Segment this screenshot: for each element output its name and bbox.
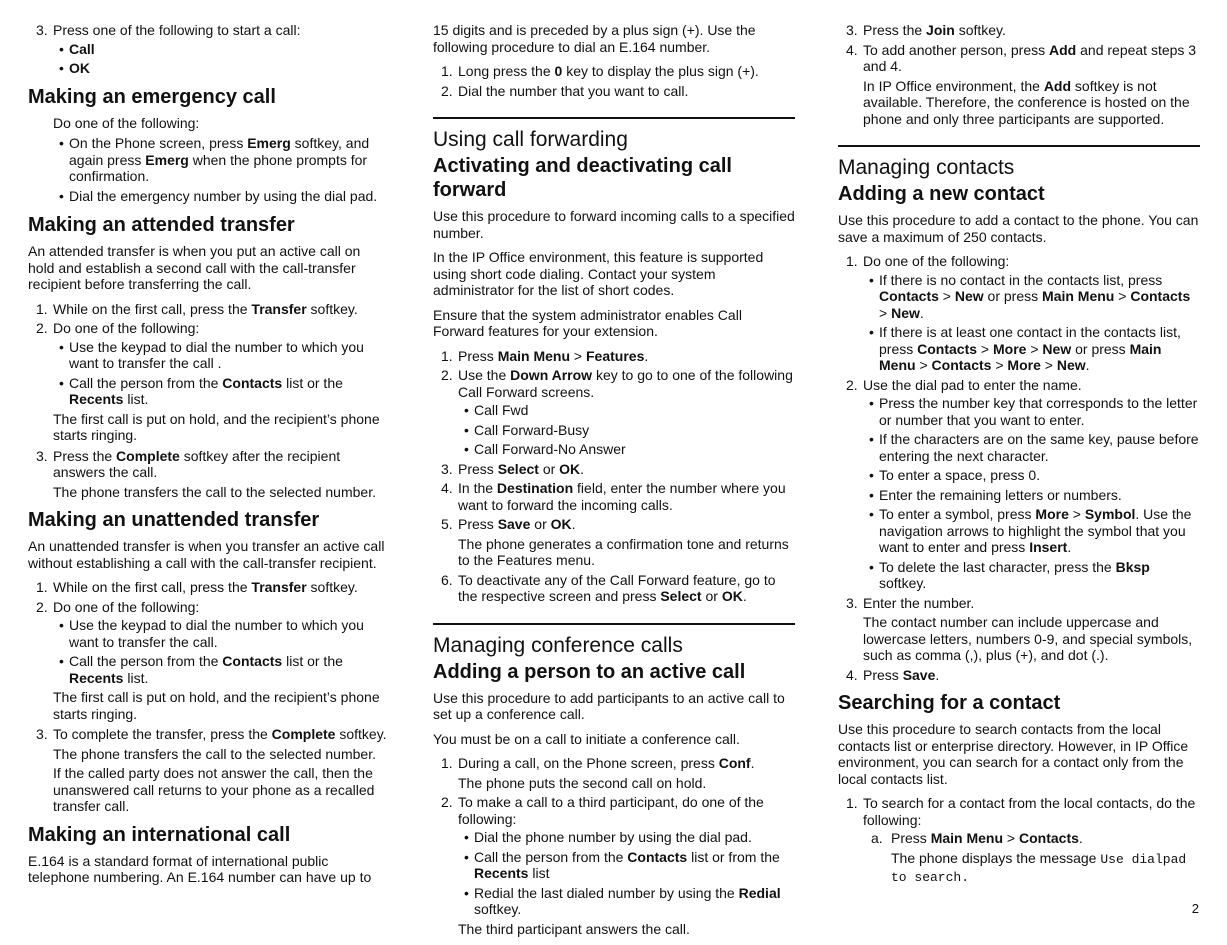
paragraph: E.164 is a standard format of international public telephone numbering. An E.164 number can have up to — [28, 852, 372, 885]
list-item: 1. Do one of the following: • If there is no contact in the contacts list, press Contacts > New or press Main Menu > Contacts > New. • If there is at least one contact in the contacts list, press Contacts > More > New or press Main Menu > Contacts > More > New. — [838, 253, 1200, 374]
paragraph: Use this procedure to forward incoming calls to a specified number. — [433, 208, 795, 241]
paragraph: Use this procedure to add a contact to the phone. You can save a maximum of 250 contacts. — [838, 212, 1199, 245]
list-item: • Call Forward-No Answer — [464, 441, 795, 458]
heading-emergency: Making an emergency call — [28, 85, 276, 108]
list-item: • Use the keypad to dial the number to which you want to transfer the call. — [59, 617, 390, 650]
list-item: 6. To deactivate any of the Call Forward feature, go to the respective screen and press Select or OK. — [441, 571, 776, 604]
list-item: • Dial the phone number by using the dial pad. — [464, 829, 795, 846]
section-conference-calls: Managing conference calls — [433, 623, 795, 658]
paragraph: Use this procedure to add participants to an active call to set up a conference call. — [433, 689, 785, 722]
list-item: • Use the keypad to dial the number to which you want to transfer the call . — [59, 339, 390, 372]
list-item: 1. While on the first call, press the Transfer softkey. — [36, 579, 358, 595]
list-item: • Dial the emergency number by using the dial pad. — [59, 188, 390, 205]
list-item: 1. Long press the 0 key to display the plus sign (+). — [441, 63, 759, 79]
list-item: 3. Enter the number. The contact number can include uppercase and lowercase letters, numbers 0-9, and special symbols, such as comma (,), plus (+), and dot (.). — [846, 594, 1193, 663]
list-item: • Call Forward-Busy — [464, 422, 795, 439]
add-contact-steps — [838, 253, 1200, 683]
list-item: 2. Do one of the following: • Use the keypad to dial the number to which you want to transfer the call . • Call the person from the Contacts list or the Recents list. The first call is put on hold, and the recipient’s phone starts ringing. — [28, 320, 390, 444]
heading-unattended-transfer: Making an unattended transfer — [28, 509, 320, 531]
section-call-forwarding: Using call forwarding — [433, 117, 795, 152]
list-item: • Call the person from the Contacts list or the Recents list. — [59, 375, 390, 408]
international-steps — [433, 63, 795, 99]
heading-search-contact: Searching for a contact — [838, 692, 1061, 714]
emergency-body: Do one of the following: • On the Phone screen, press Emerg softkey, and again press Emerg when the phone prompts for confirmation. • Dial the emergency number by using the dial pad. — [28, 115, 390, 205]
code-text: Use dialpad to search. — [891, 851, 1187, 885]
list-item: 4. To add another person, press Add and repeat steps 3 and 4. In IP Office environment, the Add softkey is not available. Therefore, the conference is hosted on the phone and only three participants are supported. — [846, 41, 1197, 127]
list-item: • Call the person from the Contacts list or from the Recents list — [464, 849, 795, 882]
call-steps — [28, 22, 390, 77]
list-item: 3. Press Select or OK. — [441, 460, 585, 477]
list-item: 2. Do one of the following: • Use the keypad to dial the number to which you want to transfer the call. • Call the person from the Contacts list or the Recents list. The first call is put on hold, and the recipient’s phone starts ringing. — [28, 599, 390, 723]
list-item: • If the characters are on the same key, pause before entering the next character. — [869, 431, 1200, 464]
list-item: • If there is at least one contact in the contacts list, press Contacts > More > New or press Main Menu > Contacts > More > New. — [869, 324, 1200, 374]
heading-add-person: Adding a person to an active call — [433, 660, 746, 683]
column-3 — [838, 22, 1200, 895]
list-item: • If there is no contact in the contacts list, press Contacts > New or press Main Menu > Contacts > New. — [869, 272, 1200, 322]
list-item: 3. To complete the transfer, press the Complete softkey. The phone transfers the call to the selected number. If the called party does not answer the call, then the unanswered call returns to your phone as a recalled transfer call. — [36, 726, 387, 814]
paragraph: An unattended transfer is when you transfer an active call without establishing a call with the call-transfer recipient. — [28, 538, 385, 571]
conference-steps-cont — [838, 22, 1200, 127]
list-item: 1. While on the first call, press the Transfer softkey. — [36, 300, 358, 317]
list-item: 3. Press the Join softkey. — [846, 22, 1006, 38]
list-item: a. Press Main Menu > Contacts. The phone displays the message Use dialpad to search. — [871, 830, 1187, 885]
heading-call-forward: Activating and deactivating call forward — [433, 155, 732, 201]
list-item: • To delete the last character, press the Bksp softkey. — [869, 559, 1200, 592]
list-item: 2. Dial the number that you want to call. — [441, 82, 689, 99]
paragraph: In the IP Office environment, this feature is supported using short code dialing. Contact your system administrator for the list of short codes. — [433, 249, 764, 298]
section-managing-contacts: Managing contacts — [838, 145, 1200, 180]
paragraph: An attended transfer is when you put an active call on hold and establish a second call with the call-transfer recipient before transferring the call. — [28, 243, 361, 292]
column-1 — [28, 22, 390, 894]
list-item: 2. To make a call to a third participant, do one of the following: • Dial the phone number by using the dial pad. • Call the person from the Contacts list or from the Recents list • Redial the last dialed number by using the Redial softkey. The third participant answers the call. — [433, 794, 795, 937]
list-item: • OK — [59, 60, 390, 77]
list-item: • To enter a space, press 0. — [869, 467, 1200, 484]
list-item: 1. To search for a contact from the local contacts, do the following: a. Press Main Menu > Contacts. The phone displays the message Use dialpad to search. — [838, 795, 1200, 887]
list-item: 1. Press Main Menu > Features. — [441, 347, 649, 364]
list-item: 1. During a call, on the Phone screen, press Conf. The phone puts the second call on hold. — [441, 755, 755, 791]
paragraph: 15 digits and is preceded by a plus sign (+). Use the following procedure to dial an E.164 number. — [433, 22, 756, 55]
list-item: • Call the person from the Contacts list or the Recents list. — [59, 653, 390, 686]
list-item: 4. Press Save. — [846, 666, 940, 683]
attended-steps — [28, 301, 390, 501]
paragraph: Use this procedure to search contacts from the local contacts list or enterprise directory. However, in IP Office environment, you can search for a contact only from the local contacts list. — [838, 721, 1189, 787]
list-item: 2. Use the Down Arrow key to go to one of the following Call Forward screens. • Call Fwd • Call Forward-Busy • Call Forward-No Answer — [433, 367, 795, 458]
list-item: • Call — [59, 41, 390, 58]
list-item: 5. Press Save or OK. The phone generates a confirmation tone and returns to the Features menu. — [441, 516, 789, 568]
paragraph: Ensure that the system administrator enables Call Forward features for your extension. — [433, 306, 742, 339]
list-item: • Enter the remaining letters or numbers. — [869, 487, 1200, 504]
search-steps — [838, 795, 1200, 887]
paragraph: You must be on a call to initiate a conference call. — [433, 730, 740, 747]
heading-international-call: Making an international call — [28, 823, 291, 846]
list-item: • To enter a symbol, press More > Symbol. Use the navigation arrows to highlight the symbol that you want to enter and press Insert. — [869, 506, 1200, 556]
list-item: • Redial the last dialed number by using the Redial softkey. — [464, 885, 795, 918]
unattended-steps — [28, 579, 390, 815]
page-number: 2 — [1191, 901, 1199, 916]
heading-add-contact: Adding a new contact — [838, 183, 1045, 205]
list-item: 2. Use the dial pad to enter the name. • Press the number key that corresponds to the letter or number that you want to enter. • If the characters are on the same key, pause before entering the next character. • To enter a space, press 0. • Enter the remaining letters or numbers. • To enter a symbol, press More > Symbol. Use the navigation arrows to highlight the symbol that you want to enter and press Insert. • To delete the last character, press the Bksp softkey. — [838, 377, 1200, 592]
list-item: 4. In the Destination field, enter the number where you want to forward the incoming calls. — [441, 480, 786, 513]
column-2 — [433, 22, 795, 945]
list-item: 3. Press the Complete softkey after the recipient answers the call. The phone transfers the call to the selected number. — [36, 447, 376, 500]
list-item: • Press the number key that corresponds to the letter or number that you want to enter. — [869, 395, 1200, 428]
list-item: • Call Fwd — [464, 402, 795, 419]
forward-steps — [433, 348, 795, 605]
conference-steps — [433, 755, 795, 937]
list-item: • On the Phone screen, press Emerg softkey, and again press Emerg when the phone prompts for confirmation. — [59, 135, 390, 185]
heading-attended-transfer: Making an attended transfer — [28, 214, 295, 236]
list-item: 3. Press one of the following to start a call: • Call • OK — [28, 22, 390, 77]
